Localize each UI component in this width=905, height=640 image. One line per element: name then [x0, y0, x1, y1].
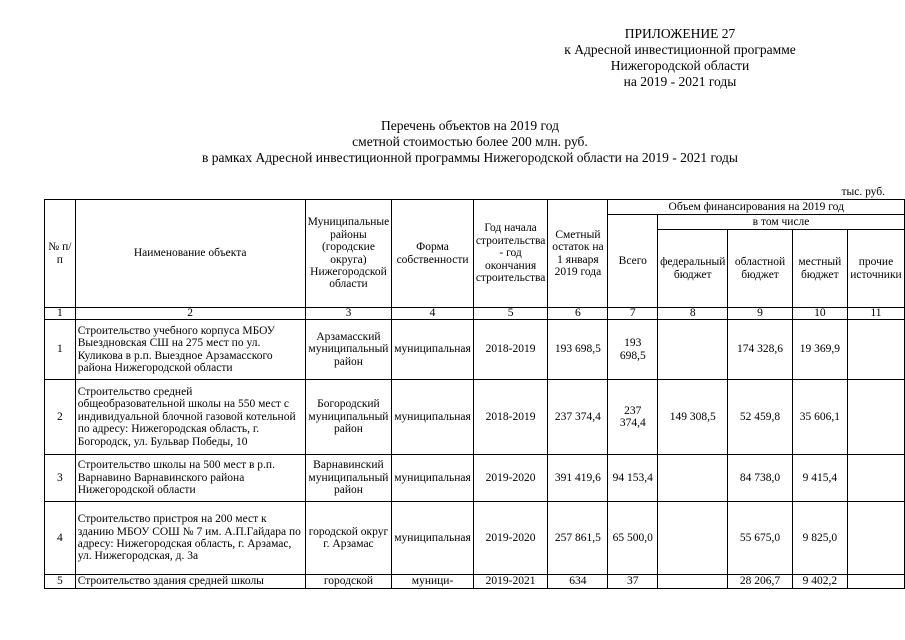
- local-value: 9 415,4: [792, 455, 847, 502]
- header-other: прочие источники: [847, 230, 904, 308]
- ownership-form: муниципальная: [392, 380, 474, 455]
- balance-value: 257 861,5: [548, 502, 608, 575]
- other-value: [847, 455, 904, 502]
- column-number: 10: [792, 308, 847, 320]
- column-number: 2: [75, 308, 305, 320]
- column-number: 3: [305, 308, 392, 320]
- table-row: [45, 455, 905, 502]
- ownership-form: муниципальная: [392, 320, 474, 380]
- federal-value: [658, 455, 728, 502]
- column-number: 11: [847, 308, 904, 320]
- district: Варнавинский муниципальный район: [305, 455, 392, 502]
- table-row: [45, 575, 905, 589]
- build-years: 2019-2021: [473, 575, 548, 589]
- object-name: Строительство здания средней школы: [75, 575, 305, 589]
- column-number: 6: [548, 308, 608, 320]
- object-name: Строительство пристроя на 200 мест к зданию МБОУ СОШ № 7 им. А.П.Гайдара по адресу: Нижегородская область, г. Арзамас, ул. Нижегородская, д. 3а: [75, 502, 305, 575]
- build-years: 2019-2020: [473, 455, 548, 502]
- column-number: 7: [608, 308, 658, 320]
- objects-table: [44, 199, 905, 589]
- local-value: 35 606,1: [792, 380, 847, 455]
- title-line-1: Перечень объектов на 2019 год: [381, 118, 559, 133]
- row-num: 3: [45, 455, 76, 502]
- other-value: [847, 575, 904, 589]
- header-name: Наименование объекта: [75, 200, 305, 308]
- column-numbers-row: [45, 308, 905, 320]
- local-value: 9 402,2: [792, 575, 847, 589]
- federal-value: [658, 502, 728, 575]
- ownership-form: муниципальная: [392, 455, 474, 502]
- header-regional: областной бюджет: [728, 230, 792, 308]
- column-number: 9: [728, 308, 792, 320]
- local-value: 9 825,0: [792, 502, 847, 575]
- header-form: Форма собственности: [392, 200, 474, 308]
- units-label: тыс. руб.: [841, 186, 885, 198]
- total-value: 193 698,5: [608, 320, 658, 380]
- row-num: 4: [45, 502, 76, 575]
- build-years: 2018-2019: [473, 320, 548, 380]
- appendix-ref-line: к Адресной инвестиционной программе: [564, 42, 796, 57]
- header-local: местный бюджет: [792, 230, 847, 308]
- header-years: Год начала строительства - год окончания строительства: [473, 200, 548, 308]
- regional-value: 52 459,8: [728, 380, 792, 455]
- header-num: № п/п: [45, 200, 76, 308]
- column-number: 1: [45, 308, 76, 320]
- district: Богородский муниципальный район: [305, 380, 392, 455]
- balance-value: 237 374,4: [548, 380, 608, 455]
- appendix-header: [520, 26, 840, 90]
- row-num: 5: [45, 575, 76, 589]
- column-number: 5: [473, 308, 548, 320]
- appendix-number: ПРИЛОЖЕНИЕ 27: [624, 26, 736, 41]
- regional-value: 55 675,0: [728, 502, 792, 575]
- column-number: 4: [392, 308, 474, 320]
- local-value: 19 369,9: [792, 320, 847, 380]
- balance-value: 193 698,5: [548, 320, 608, 380]
- ownership-form: муници-: [392, 575, 474, 589]
- object-name: Строительство учебного корпуса МБОУ Выездновская СШ на 275 мест по ул. Куликова в р.п. Выездное Арзамасского района Нижегородской области: [75, 320, 305, 380]
- row-num: 1: [45, 320, 76, 380]
- document-title: [100, 118, 840, 166]
- row-num: 2: [45, 380, 76, 455]
- column-number: 8: [658, 308, 728, 320]
- ownership-form: муниципальная: [392, 502, 474, 575]
- appendix-years-line: на 2019 - 2021 годы: [623, 74, 737, 89]
- table-row: [45, 502, 905, 575]
- other-value: [847, 502, 904, 575]
- district: городской округ г. Арзамас: [305, 502, 392, 575]
- header-including: в том числе: [658, 215, 905, 230]
- build-years: 2018-2019: [473, 380, 548, 455]
- federal-value: 149 308,5: [658, 380, 728, 455]
- balance-value: 391 419,6: [548, 455, 608, 502]
- regional-value: 174 328,6: [728, 320, 792, 380]
- object-name: Строительство средней общеобразовательной школы на 550 мест с индивидуальной блочной газовой котельной по адресу: Нижегородская область, г. Богородск, ул. Бульвар Победы, 10: [75, 380, 305, 455]
- district: городской: [305, 575, 392, 589]
- district: Арзамасский муниципальный район: [305, 320, 392, 380]
- header-federal: федеральный бюджет: [658, 230, 728, 308]
- total-value: 37: [608, 575, 658, 589]
- appendix-region-line: Нижегородской области: [610, 58, 750, 73]
- total-value: 237 374,4: [608, 380, 658, 455]
- total-value: 65 500,0: [608, 502, 658, 575]
- table-row: [45, 320, 905, 380]
- build-years: 2019-2020: [473, 502, 548, 575]
- other-value: [847, 380, 904, 455]
- header-district: Муниципальные районы (городские округа) Нижегородской области: [305, 200, 392, 308]
- header-funding: Объем финансирования на 2019 год: [608, 200, 905, 215]
- regional-value: 84 738,0: [728, 455, 792, 502]
- object-name: Строительство школы на 500 мест в р.п. Варнавино Варнавинского района Нижегородской области: [75, 455, 305, 502]
- header-balance: Сметный остаток на 1 января 2019 года: [548, 200, 608, 308]
- header-total: Всего: [608, 215, 658, 308]
- total-value: 94 153,4: [608, 455, 658, 502]
- title-line-2: сметной стоимостью более 200 млн. руб.: [352, 134, 588, 149]
- federal-value: [658, 320, 728, 380]
- other-value: [847, 320, 904, 380]
- federal-value: [658, 575, 728, 589]
- balance-value: 634: [548, 575, 608, 589]
- table-row: [45, 380, 905, 455]
- regional-value: 28 206,7: [728, 575, 792, 589]
- title-line-3: в рамках Адресной инвестиционной программы Нижегородской области на 2019 - 2021 годы: [202, 150, 738, 165]
